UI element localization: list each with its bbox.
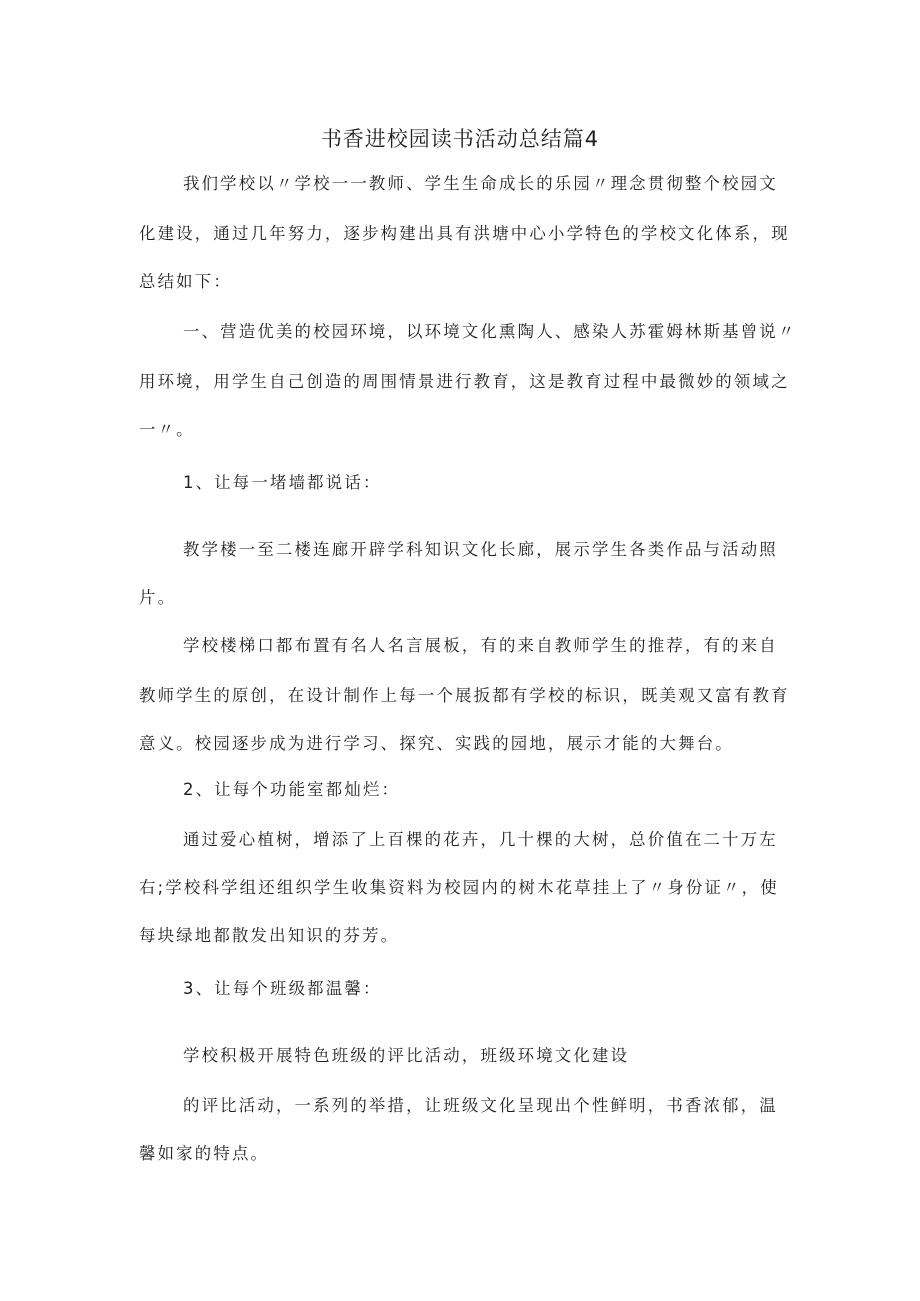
- paragraph-line: 化建设，通过几年努力，逐步构建出具有洪塘中心小学特色的学校文化体系，现: [139, 224, 790, 243]
- paragraph-line: 一〃。: [139, 420, 195, 439]
- section-heading: 2、让每个功能室都灿烂：: [183, 780, 401, 799]
- paragraph-line: 学校积极开展特色班级的评比活动，班级环境文化建设: [183, 1046, 630, 1065]
- paragraph-line: 通过爱心植树，增添了上百棵的花卉，几十棵的大树，总价值在二十万左: [183, 830, 778, 849]
- section-heading: 1、让每一堵墙都说话：: [183, 473, 382, 492]
- paragraph-line: 我们学校以〃学校一一教师、学生生命成长的乐园〃理念贯彻整个校园文: [183, 174, 778, 193]
- paragraph-line: 学校楼梯口都布置有名人名言展板，有的来自教师学生的推荐，有的来自: [183, 636, 778, 655]
- paragraph-line: 一、营造优美的校园环境，以环境文化熏陶人、感染人苏霍姆林斯基曾说〃: [183, 322, 797, 341]
- paragraph-line: 教师学生的原创，在设计制作上每一个展扳都有学校的标识，既美观又富有教育: [139, 686, 790, 705]
- paragraph-line: 用环境，用学生自己创造的周围情景进行教育，这是教育过程中最微妙的领域之: [139, 372, 790, 391]
- paragraph-line: 的评比活动，一系列的举措，让班级文化呈现出个性鲜明，书香浓郁，温: [183, 1096, 778, 1115]
- section-heading: 3、让每个班级都温馨：: [183, 979, 382, 998]
- paragraph-line: 馨如家的特点。: [139, 1144, 270, 1163]
- paragraph-line: 右;学校科学组还组织学生收集资料为校园内的树木花草挂上了〃身份证〃，使: [139, 878, 779, 897]
- paragraph-line: 每块绿地都散发出知识的芬芳。: [139, 926, 400, 945]
- paragraph-line: 总结如下：: [139, 272, 232, 291]
- paragraph-line: 意义。校园逐步成为进行学习、探究、实践的园地，展示才能的大舞台。: [139, 734, 734, 753]
- paragraph-line: 片。: [139, 588, 177, 607]
- paragraph-line: 教学楼一至二楼连廊开辟学科知识文化长廊，展示学生各类作品与活动照: [183, 540, 778, 559]
- document-title: 书香进校园读书活动总结篇4: [320, 127, 600, 151]
